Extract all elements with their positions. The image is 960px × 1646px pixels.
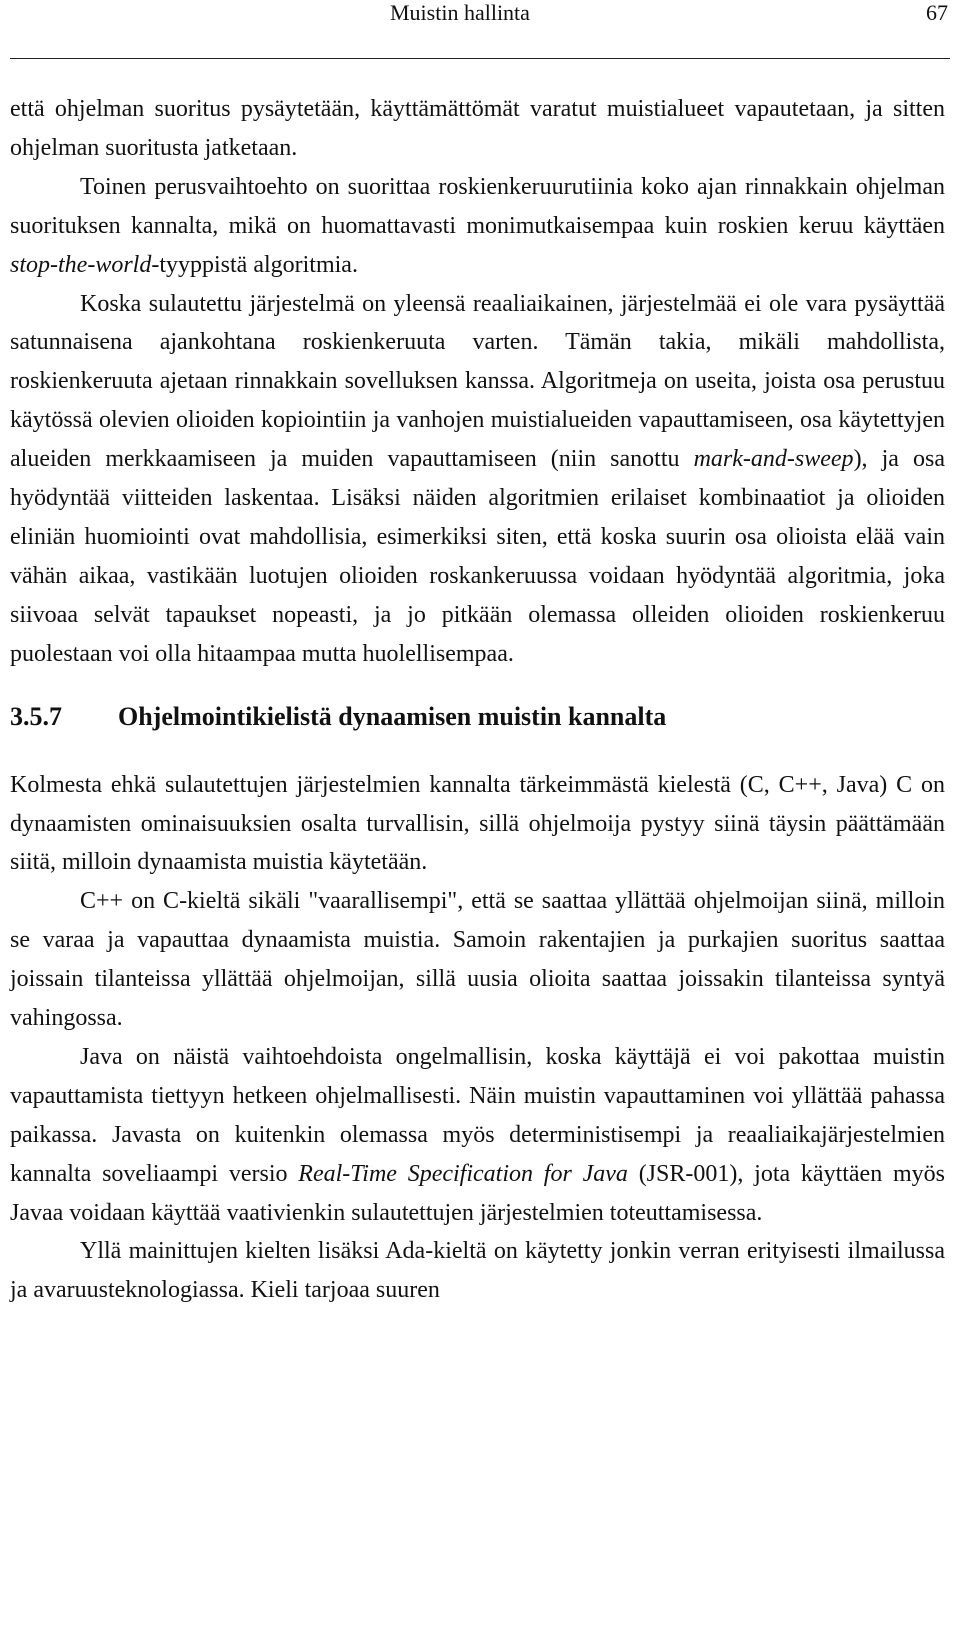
italic-title: Real-Time Specification for Java: [298, 1160, 628, 1187]
paragraph: [10, 168, 945, 285]
paragraph-text: Yllä mainittujen kielten lisäksi Ada-kieltä on käytetty jonkin verran erityisesti ilmailussa ja avaruusteknologiassa. Kieli tarjoaa suuren: [10, 1238, 945, 1304]
running-title: Muistin hallinta: [390, 0, 530, 25]
italic-term: stop-the-world: [10, 251, 152, 278]
paragraph: [10, 285, 945, 674]
section-number: 3.5.7: [10, 701, 62, 731]
header-rule: [10, 58, 950, 59]
section-heading: [10, 698, 945, 736]
paragraph-text: Kolmesta ehkä sulautettujen järjestelmien kannalta tärkeimmästä kielestä (C, C++, Java) C on dynaamisten ominaisuuksien osalta turvallisin, sillä ohjelmoija pystyy siinä täysin päättämään siitä, milloin dynaamista muistia käytetään.: [10, 771, 945, 876]
paragraph-text: Toinen perusvaihtoehto on suorittaa roskienkeruurutiinia koko ajan rinnakkain ohjelman suorituksen kannalta, mikä on huomattavasti monimutkaisempaa kuin roskien keruu käyttäen: [10, 173, 945, 239]
paragraph: [10, 1232, 945, 1310]
paragraph-text: -tyyppistä algoritmia.: [151, 251, 358, 278]
paragraph-text: Java on näistä vaihtoehdoista ongelmallisin, koska käyttäjä ei voi pakottaa muistin vapauttamista tiettyyn hetkeen ohjelmallisesti. Näin muistin vapauttaminen voi yllättää pahassa paikassa. Javasta on kuitenkin olemassa myös deterministisempi ja reaaliaikajärjestelmien kannalta soveliaampi versio: [10, 1043, 945, 1187]
page-number: 67: [926, 0, 948, 25]
body-text: [10, 90, 945, 1310]
paragraph-text: että ohjelman suoritus pysäytetään, käyttämättömät varatut muistialueet vapautetaan, ja sitten ohjelman suoritusta jatketaan.: [10, 96, 945, 161]
paragraph-text: Koska sulautettu järjestelmä on yleensä reaaliaikainen, järjestelmää ei ole vara pysäyttää satunnaisena ajankohtana roskienkeruuta varten. Tämän takia, mikäli mahdollista, roskienkeruuta ajetaan rinnakkain sovelluksen kanssa. Algoritmeja on useita, joista osa perustuu käytössä olevien olioiden kopiointiin ja vanhojen muistialueiden vapauttamiseen, osa käytettyjen alueiden merkkaamiseen ja muiden vapauttamiseen (niin sanottu: [10, 290, 945, 473]
italic-term: mark-and-sweep: [693, 446, 854, 473]
paragraph: [10, 882, 945, 1038]
paragraph-continuation: [10, 90, 945, 168]
paragraph: [10, 766, 945, 883]
paragraph-text: (JSR-001), jota käyttäen myös Javaa voidaan käyttää vaativienkin sulautettujen järjestelmien toteuttamisessa.: [10, 1160, 946, 1226]
paragraph-text: C++ on C-kieltä sikäli "vaarallisempi", että se saattaa yllättää ohjelmoijan siinä, milloin se varaa ja vapauttaa dynaamista muistia. Samoin rakentajien ja purkajien suoritus saattaa joissain tilanteissa yllättää ohjelmoijan, sillä uusia olioita saattaa joissakin tilanteissa syntyä vahingossa.: [10, 888, 945, 1032]
section-title: Ohjelmointikielistä dynaamisen muistin kannalta: [118, 701, 667, 731]
paragraph: [10, 1038, 945, 1233]
paragraph-text: ), ja osa hyödyntää viitteiden laskentaa. Lisäksi näiden algoritmien erilaiset kombinaatiot ja olioiden eliniän huomiointi ovat mahdollisia, esimerkiksi siten, että koska suurin osa olioista elää vain vähän aikaa, vastikään luotujen olioiden roskankeruussa voidaan hyödyntää algoritmia, joka siivoaa selvät tapaukset nopeasti, ja jo pitkään olemassa olleiden olioiden roskienkeruu puolestaan voi olla hitaampaa mutta huolellisempaa.: [10, 446, 945, 667]
running-header: [0, 0, 960, 58]
